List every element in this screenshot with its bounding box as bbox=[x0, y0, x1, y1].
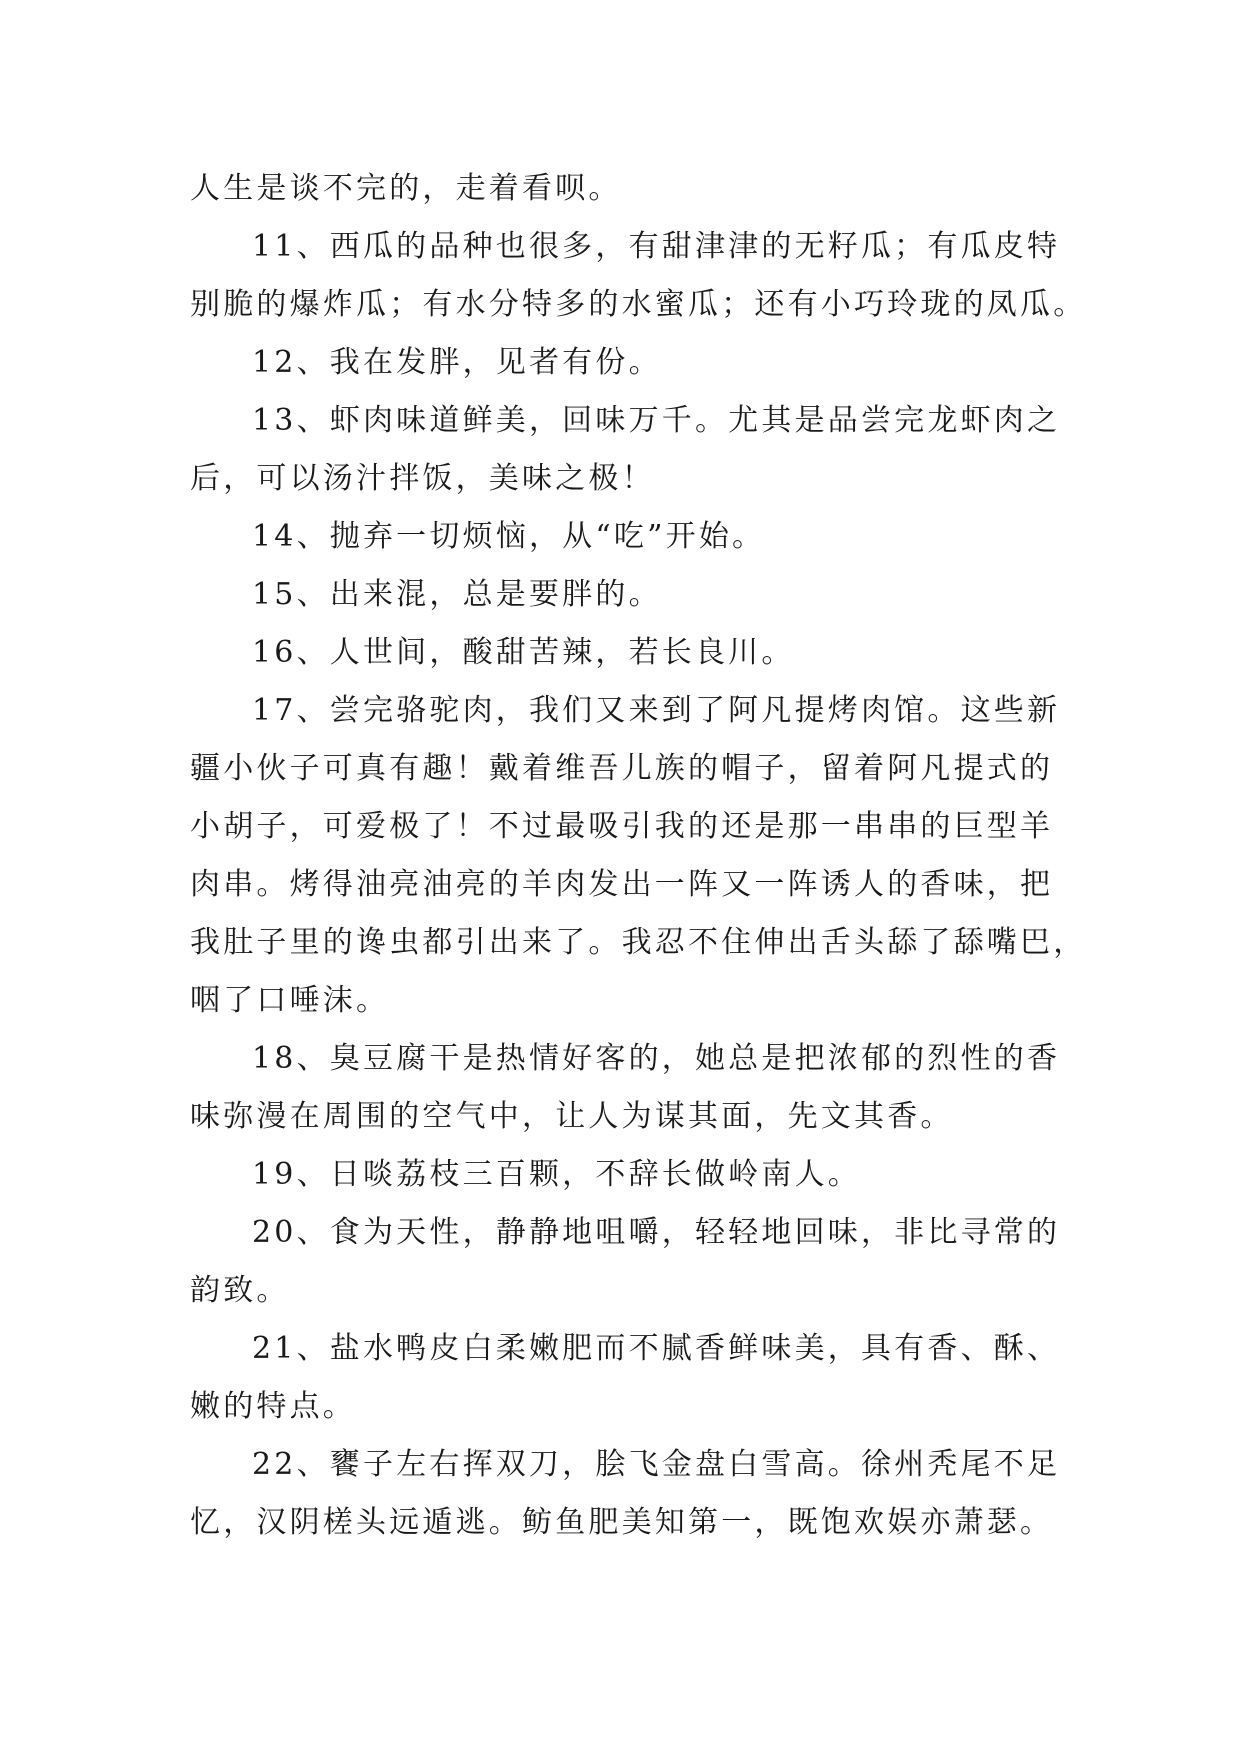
text-line: 19、日啖荔枝三百颗，不辞长做岭南人。 bbox=[252, 1157, 861, 1192]
text-line: 肉串。烤得油亮油亮的羊肉发出一阵又一阵诱人的香味，把 bbox=[190, 867, 1054, 902]
text-line: 11、西瓜的品种也很多，有甜津津的无籽瓜；有瓜皮特 bbox=[252, 229, 1061, 264]
text-line: 嫩的特点。 bbox=[190, 1389, 356, 1424]
text-line: 别脆的爆炸瓜；有水分特多的水蜜瓜；还有小巧玲珑的凤瓜。 bbox=[190, 287, 1087, 322]
text-line: 13、虾肉味道鲜美，回味万千。尤其是品尝完龙虾肉之 bbox=[252, 403, 1061, 438]
text-line: 22、饔子左右挥双刀，脍飞金盘白雪高。徐州秃尾不足 bbox=[252, 1447, 1061, 1482]
text-line: 16、人世间，酸甜苦辣，若长良川。 bbox=[252, 635, 795, 670]
text-line: 12、我在发胖，见者有份。 bbox=[252, 345, 662, 380]
document-body bbox=[190, 160, 1087, 1552]
text-line: 忆，汉阴槎头远遁逃。鲂鱼肥美知第一，既饱欢娱亦萧瑟。 bbox=[190, 1505, 1054, 1540]
text-line: 后，可以汤汁拌饭，美味之极！ bbox=[190, 461, 655, 496]
text-line: 18、臭豆腐干是热情好客的，她总是把浓郁的烈性的香 bbox=[252, 1041, 1061, 1076]
text-line: 小胡子，可爱极了！不过最吸引我的还是那一串串的巨型羊 bbox=[190, 809, 1054, 844]
text-line: 人生是谈不完的，走着看呗。 bbox=[190, 171, 622, 206]
text-line: 21、盐水鸭皮白柔嫩肥而不腻香鲜味美，具有香、酥、 bbox=[252, 1331, 1061, 1366]
text-line: 我肚子里的谗虫都引出来了。我忍不住伸出舌头舔了舔嘴巴， bbox=[190, 925, 1087, 960]
text-line: 韵致。 bbox=[190, 1273, 290, 1308]
text-line: 17、尝完骆驼肉，我们又来到了阿凡提烤肉馆。这些新 bbox=[252, 693, 1061, 728]
text-line: 咽了口唾沫。 bbox=[190, 983, 390, 1018]
text-line: 14、抛弃一切烦恼，从“吃”开始。 bbox=[252, 519, 766, 554]
text-line: 20、食为天性，静静地咀嚼，轻轻地回味，非比寻常的 bbox=[252, 1215, 1061, 1250]
text-line: 15、出来混，总是要胖的。 bbox=[252, 577, 662, 612]
text-line: 疆小伙子可真有趣！戴着维吾儿族的帽子，留着阿凡提式的 bbox=[190, 751, 1054, 786]
text-line: 味弥漫在周围的空气中，让人为谋其面，先文其香。 bbox=[190, 1099, 954, 1134]
